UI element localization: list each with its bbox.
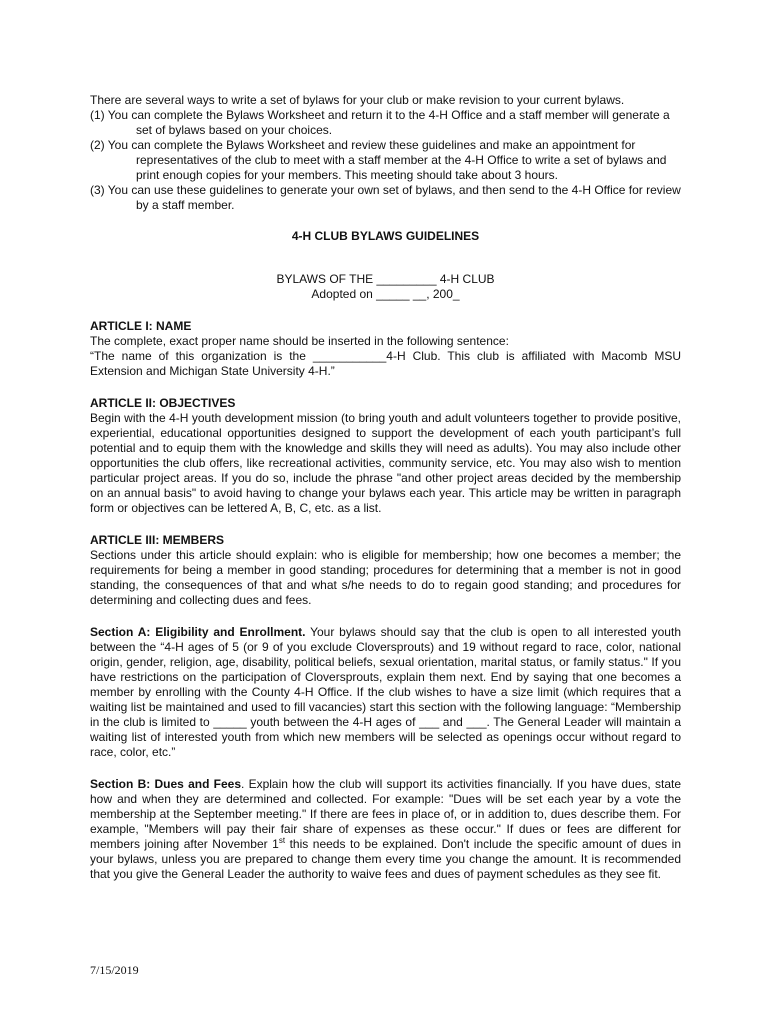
article-2-body: Begin with the 4-H youth development mission (to bring youth and adult volunteers together to provide positive, experiential, educational opportunities designed to support the development of each youth participant’s full potential and to equip them with the knowledge and skills they will need as adults). You may also include other opportunities the club offers, like recreational activities, community service, etc. You may also wish to mention particular project areas. If you do so, include the phrase "and other project areas decided by the membership on an annual basis" to avoid having to change your bylaws each year. This article may be written in paragraph form or objectives can be lettered A, B, C, etc. as a list.	[90, 411, 681, 515]
article-3-body: Sections under this article should explain: who is eligible for membership; how one becomes a member; the requirements for being a member in good standing; procedures for determining that a member is not in good standing, the consequences of that and what s/he needs to do to regain good standing; and procedures for determining and collecting dues and fees.	[90, 548, 681, 607]
section-b-paragraph	[90, 777, 681, 882]
section-b-text-before: . Explain how the club will support its activities financially. If you have dues, state how and when they are determined and collected. For example: "Dues will be set each year by a vote the membership at the September meeting." If there are fees in place of, or in addition to, dues describe them. For example, "Members will pay their fair share of expenses as these occur." If dues or fees are different for members joining after November 1	[90, 777, 681, 851]
section-b-label: Section B: Dues and Fees	[90, 777, 241, 791]
article-3	[90, 533, 681, 608]
intro-option-1: (1) You can complete the Bylaws Worksheet and return it to the 4-H Office and a staff member will generate a set of bylaws based on your choices.	[90, 108, 670, 137]
article-3-heading: ARTICLE III: MEMBERS	[90, 533, 224, 547]
section-a-label: Section A: Eligibility and Enrollment.	[90, 625, 306, 639]
section-a-text: Your bylaws should say that the club is open to all interested youth between the “4-H ages of 5 (or 9 of you exclude Cloversprouts) and 19 without regard to race, color, national origin, gender, religion, age, disability, political beliefs, sexual orientation, marital status, or family status." If you have restrictions on the participation of Cloversprouts, explain them next. End by saying that one becomes a member by enrolling with the County 4-H Office. If the club wishes to have a size limit (which requires that a waiting list be maintained and used to fill vacancies) start this section with the following language: “Membership in the club is limited to _____ youth between the 4-H ages of ___ and ___. The General Leader will maintain a waiting list of interested youth from which new members will be selected as openings occur without regard to race, color, etc.”	[90, 625, 681, 759]
section-b	[90, 777, 681, 882]
adopted-line: Adopted on _____ __, 200_	[311, 287, 460, 301]
section-b-text-after: this needs to be explained. Don't include the specific amount of dues in your bylaws, unless you are prepared to change them every time you change the amount. It is recommended that you give the General Leader the authority to waive fees and dues of payment schedules as they see fit.	[90, 837, 682, 881]
intro-option-2: (2) You can complete the Bylaws Worksheet and review these guidelines and make an appointment for representatives of the club to meet with a staff member at the 4-H Office to write a set of bylaws and print enough copies for your members. This meeting should take about 3 hours.	[90, 138, 667, 182]
footer-date: 7/15/2019	[90, 963, 139, 977]
document-page	[90, 93, 681, 882]
intro-block	[90, 93, 681, 213]
article-1-line-1: The complete, exact proper name should be inserted in the following sentence:	[90, 334, 509, 348]
article-2-heading: ARTICLE II: OBJECTIVES	[90, 396, 236, 410]
article-1-line-2: “The name of this organization is the ___________4-H Club. This club is affiliated with Macomb MSU Extension and Michigan State University 4-H.”	[90, 349, 681, 378]
intro-lead: There are several ways to write a set of bylaws for your club or make revision to your current bylaws.	[90, 93, 625, 107]
article-1	[90, 319, 681, 379]
section-b-superscript: st	[278, 836, 286, 845]
bylaws-heading: BYLAWS OF THE _________ 4-H CLUB	[276, 272, 495, 286]
article-1-heading: ARTICLE I: NAME	[90, 319, 192, 333]
document-title: 4-H CLUB BYLAWS GUIDELINES	[291, 229, 480, 243]
section-a-paragraph	[90, 625, 681, 760]
intro-option-3: (3) You can use these guidelines to generate your own set of bylaws, and then send to the 4-H Office for review by a staff member.	[90, 183, 681, 212]
section-a	[90, 625, 681, 760]
article-2	[90, 396, 681, 516]
